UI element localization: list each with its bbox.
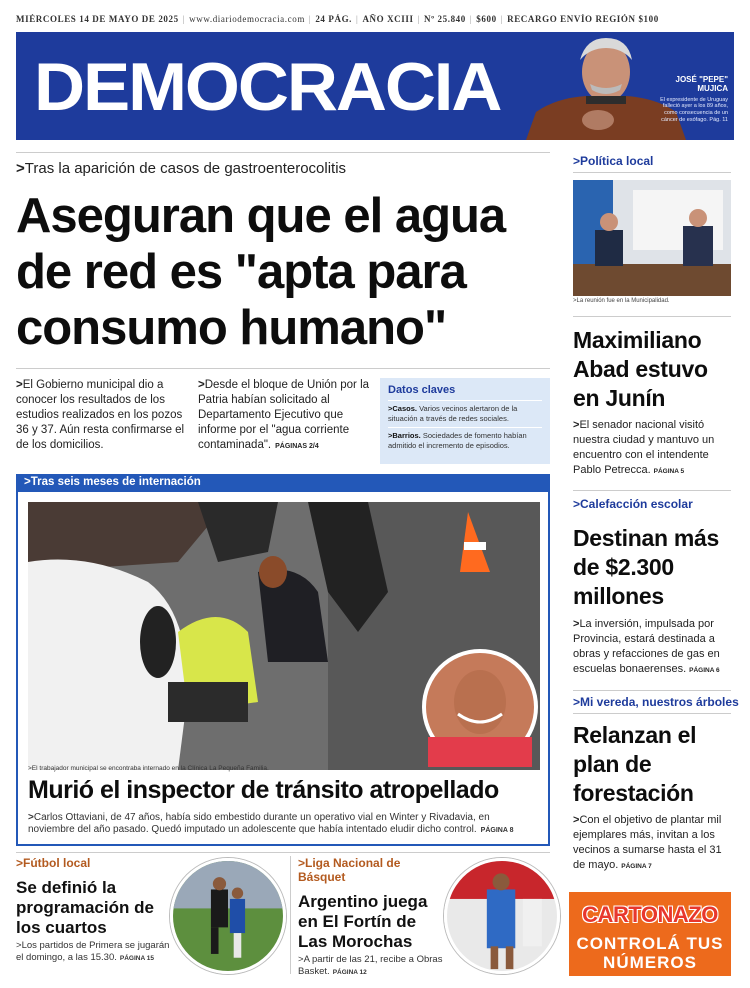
divider — [573, 172, 731, 173]
divider — [16, 152, 550, 153]
trees-headline[interactable]: Relanzan el plan de forestación — [573, 722, 697, 806]
key-fact-1: >Casos. Varios vecinos alertaron de la situación a través de redes sociales. — [388, 400, 542, 423]
photo-story-bar-text: Tras seis meses de internación — [30, 476, 201, 488]
lead-sub-2-text: Desde el bloque de Unión por la Patria habían solicitado al Departamento Ejecutivo que informe por el "agua corriente contaminada". — [198, 379, 370, 451]
abad-body-text: El senador nacional visitó nuestra ciudad y mantuvo un encuentro con el intendente Pablo Petrecca. — [573, 419, 715, 476]
lead-sub-1: >El Gobierno municipal dio a conocer los resultados de los estudios realizados en los pozos 36 y 37. Aún resta confirmarse el de los domicilios. — [16, 379, 185, 451]
page-ref: PÁGINA 15 — [119, 955, 154, 962]
trees-body: >Con el objetivo de plantar mil ejemplares más, invitan a los vecinos a sumarse hasta el 31 de mayo. PÁGINA 7 — [573, 814, 722, 871]
politics-kicker: >Política local — [573, 154, 654, 168]
football-body-text: Los partidos de Primera se jugarán el domingo, a las 15.30. — [16, 940, 170, 963]
meeting-caption-text: La reunión fue en la Municipalidad. — [576, 298, 670, 304]
photo-story-bar: >Tras seis meses de internación — [16, 474, 550, 492]
photo-story-body-text: Carlos Ottaviani, de 47 años, había sido embestido durante un operativo vial en Winter y Rivadavia, en noviembre del año pasado. Quedó imputado un adolescente que había intentado eludir dicho control. — [28, 812, 490, 835]
heating-body: >La inversión, impulsada por Provincia, estará destinada a obras y refacciones de gas en escuelas bonaerenses. PÁGINA 6 — [573, 618, 720, 675]
football-photo — [170, 858, 286, 974]
basketball-kicker-text: Liga Nacional de Básquet — [298, 856, 401, 884]
photo-story-box — [16, 492, 550, 846]
trees-body-text: Con el objetivo de plantar mil ejemplares más, invitan a los vecinos a sumarse hasta el 31 de mayo. — [573, 814, 722, 871]
issue-number: Nº 25.840 — [424, 14, 466, 24]
divider — [573, 713, 731, 714]
divider — [573, 690, 731, 691]
key-fact-1-text: Varios vecinos alertaron de la situación a través de redes sociales. — [388, 404, 518, 423]
accident-scene-photo[interactable] — [28, 502, 540, 770]
issue-date: MIÉRCOLES 14 DE MAYO DE 2025 — [16, 14, 179, 24]
key-fact-1-label: Casos. — [392, 404, 417, 413]
divider — [16, 368, 550, 369]
football-kicker-text: Fútbol local — [23, 856, 91, 870]
trees-kicker-text: Mi vereda, nuestros árboles — [580, 695, 739, 709]
politics-kicker-text: Política local — [580, 154, 654, 168]
trees-kicker: >Mi vereda, nuestros árboles — [573, 695, 739, 709]
lead-sub-1-text: El Gobierno municipal dio a conocer los resultados de los estudios realizados en los pozos 36 y 37. Aún resta confirmarse el de los domicilios. — [16, 379, 185, 451]
heating-headline[interactable]: Destinan más de $2.300 millones — [573, 525, 719, 609]
photo-caption-text: El trabajador municipal se encontraba internado en la Clínica La Pequeña Familia. — [31, 765, 269, 772]
top-info-line: MIÉRCOLES 14 DE MAYO DE 2025 | www.diariodemocracia.com | 24 PÁG. | AÑO XCIII | Nº 25.840 | $600 | RECARGO ENVÍO REGIÓN $100 — [16, 14, 659, 24]
page-ref: PÁGINA 5 — [653, 468, 685, 475]
page-count: 24 PÁG. — [315, 14, 353, 24]
page-ref: PÁGINAS 2/4 — [275, 443, 319, 450]
year: AÑO XCIII — [362, 14, 414, 24]
page-ref: PÁGINA 6 — [689, 667, 720, 674]
meeting-caption: >La reunión fue en la Municipalidad. — [573, 298, 670, 304]
lead-kicker: >Tras la aparición de casos de gastroenterocolitis — [16, 160, 347, 177]
basketball-body-text: A partir de las 21, recibe a Obras Basket. — [298, 954, 443, 977]
page-ref: PÁGINA 12 — [332, 969, 367, 976]
abad-headline[interactable]: Maximiliano Abad estuvo en Junín — [573, 327, 708, 411]
key-fact-2-text: Sociedades de fomento habían admitido el incremento de episodios. — [388, 431, 527, 450]
abad-body: >El senador nacional visitó nuestra ciudad y mantuvo un encuentro con el intendente Pablo Petrecca. PÁGINA 5 — [573, 419, 715, 476]
heating-kicker: >Calefacción escolar — [573, 497, 693, 511]
newspaper-logo[interactable]: DEMOCRACIA — [34, 49, 501, 125]
key-facts-box — [380, 378, 550, 464]
football-story[interactable] — [16, 856, 176, 965]
key-fact-2-label: Barrios. — [392, 431, 421, 440]
basketball-headline: Argentino juega en El Fortín de Las Morochas — [298, 892, 428, 951]
lead-sub-2: >Desde el bloque de Unión por la Patria habían solicitado al Departamento Ejecutivo que informe por el "agua corriente contaminada". PÁGINAS 2/4 — [198, 379, 370, 451]
lead-kicker-text: Tras la aparición de casos de gastroenterocolitis — [24, 160, 347, 177]
note-name: JOSÉ "PEPE" MUJICA — [675, 75, 728, 93]
cartonazo-ad[interactable] — [569, 892, 731, 976]
basketball-photo — [444, 858, 560, 974]
page-ref: PÁGINA 7 — [621, 863, 652, 870]
ad-subtitle: CONTROLÁ TUS NÚMEROS — [576, 934, 724, 972]
divider — [573, 316, 731, 317]
masthead-note[interactable] — [658, 76, 728, 124]
football-body: >Los partidos de Primera se jugarán el domingo, a las 15.30. PÁGINA 15 — [16, 940, 170, 963]
basketball-story[interactable] — [298, 856, 448, 979]
photo-story-body: >Carlos Ottaviani, de 47 años, había sido embestido durante un operativo vial en Winter y Rivadavia, en noviembre del año pasado. Quedó imputado un adolescente que había intentado eludir dicho control. PÁGINA 8 — [28, 812, 514, 835]
divider — [573, 490, 731, 491]
photo-caption: >El trabajador municipal se encontraba internado en la Clínica La Pequeña Familia. — [28, 765, 269, 772]
key-facts-title: Datos claves — [388, 384, 456, 396]
surcharge: RECARGO ENVÍO REGIÓN $100 — [507, 14, 659, 24]
football-kicker: >Fútbol local — [16, 856, 91, 870]
heating-body-text: La inversión, impulsada por Provincia, estará destinada a obras y refacciones de gas en escuelas bonaerenses. — [573, 618, 720, 675]
ad-title: CARTONAZO — [582, 902, 718, 927]
price: $600 — [476, 14, 497, 24]
page-ref: PÁGINA 8 — [480, 827, 514, 834]
meeting-photo[interactable] — [573, 180, 731, 296]
website[interactable]: www.diariodemocracia.com — [189, 14, 305, 24]
basketball-body: >A partir de las 21, recibe a Obras Basket. PÁGINA 12 — [298, 954, 443, 977]
note-body: El expresidente de Uruguay falleció ayer a los 89 años, como consecuencia de un cáncer de esófago. Pág. 11 — [660, 96, 728, 124]
heating-kicker-text: Calefacción escolar — [580, 497, 693, 511]
key-fact-2: >Barrios. Sociedades de fomento habían admitido el incremento de episodios. — [388, 427, 542, 450]
masthead — [16, 32, 734, 140]
divider — [16, 852, 550, 853]
football-headline: Se definió la programación de los cuartos — [16, 878, 154, 937]
basketball-kicker: >Liga Nacional de Básquet — [298, 856, 401, 884]
divider — [290, 856, 291, 974]
photo-story-headline[interactable]: Murió el inspector de tránsito atropellado — [28, 776, 499, 804]
lead-headline[interactable]: Aseguran que el agua de red es "apta para consumo humano" — [16, 189, 506, 355]
